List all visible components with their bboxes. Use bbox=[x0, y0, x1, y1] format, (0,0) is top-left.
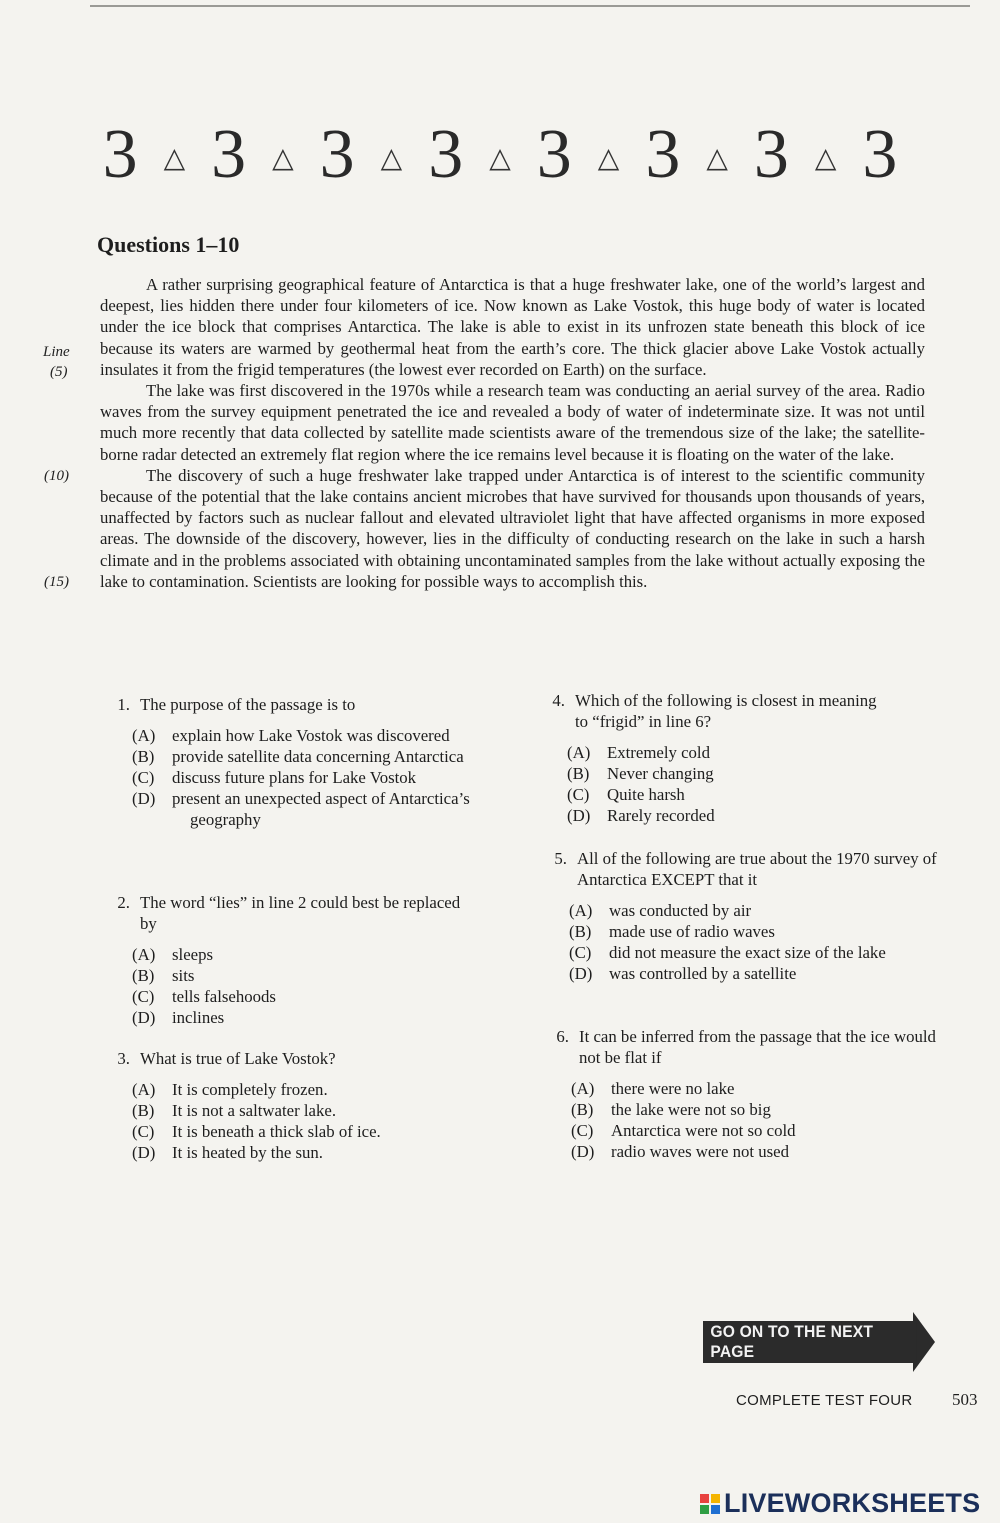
answer-option[interactable] bbox=[569, 963, 937, 984]
line-marker: (10) bbox=[44, 468, 69, 484]
answer-option[interactable] bbox=[132, 965, 470, 986]
answer-option[interactable] bbox=[567, 742, 885, 763]
line-marker: Line bbox=[43, 344, 70, 360]
next-page-label: GO ON TO THE NEXT PAGE bbox=[703, 1321, 916, 1363]
option-letter: (B) bbox=[132, 966, 155, 985]
passage-paragraph: A rather surprising geographical feature of Antarctica is that a huge freshwater lake, one of the world’s largest and deepest, lies hidden there under four kilometers of ice. Now known as Lake Vostok, this huge body of water is located under the ice block that comprises Antarctica. The lake is able to exist in its unfrozen state beneath this block of ice because its waters are warmed by geothermal heat from the earth’s core. The thick glacier above Lake Vostok actually insulates it from the frigid temperatures (the lowest ever recorded on Earth) on the surface. bbox=[100, 275, 925, 379]
option-text: It is not a saltwater lake. bbox=[172, 1101, 337, 1120]
triangle-icon: △ bbox=[163, 143, 186, 174]
section-number: 3 bbox=[428, 116, 464, 193]
option-text: discuss future plans for Lake Vostok bbox=[172, 768, 417, 787]
option-letter: (D) bbox=[569, 964, 593, 983]
passage-paragraph: The discovery of such a huge freshwater lake trapped under Antarctica is of interest to the scientific community because of the potential that the lake contains ancient microbes that have survived for thousands upon thousands of years, unaffected by factors such as nuclear fallout and elevated ultraviolet light that have affected organisms in more exposed areas. The downside of the discovery, however, lies in the difficulty of conducting research on the lake in such a harsh climate and in the problems associated with obtaining uncontaminated samples from the lake without actually exposing the lake to contamination. Scientists are looking for possible ways to accomplish this. bbox=[100, 465, 925, 591]
question-stem: The word “lies” in line 2 could best be replaced by bbox=[140, 893, 461, 933]
answer-option[interactable] bbox=[567, 805, 885, 826]
answer-option[interactable] bbox=[569, 942, 937, 963]
section-number: 3 bbox=[645, 116, 681, 193]
answer-option[interactable] bbox=[132, 1121, 500, 1142]
answer-option[interactable] bbox=[569, 921, 937, 942]
option-letter: (A) bbox=[132, 726, 156, 745]
option-text: explain how Lake Vostok was discovered bbox=[172, 726, 450, 745]
triangle-icon: △ bbox=[814, 143, 837, 174]
option-text: radio waves were not used bbox=[611, 1142, 790, 1161]
liveworksheets-logo-icon bbox=[700, 1494, 720, 1514]
triangle-icon: △ bbox=[380, 143, 403, 174]
option-letter: (A) bbox=[569, 901, 593, 920]
reading-passage bbox=[100, 274, 925, 592]
section-number: 3 bbox=[319, 116, 355, 193]
answer-option[interactable] bbox=[132, 746, 500, 767]
option-letter: (B) bbox=[132, 747, 155, 766]
question-3 bbox=[100, 1048, 500, 1163]
next-page-banner bbox=[703, 1315, 935, 1369]
answer-option[interactable] bbox=[569, 900, 937, 921]
question-stem: All of the following are true about the 1970 survey of Antarctica EXCEPT that it bbox=[577, 849, 937, 889]
answer-option[interactable] bbox=[132, 788, 500, 830]
page-number: 503 bbox=[952, 1390, 978, 1409]
answer-option[interactable] bbox=[132, 767, 500, 788]
option-letter: (D) bbox=[567, 806, 591, 825]
answer-option[interactable] bbox=[132, 725, 500, 746]
answer-option[interactable] bbox=[567, 784, 885, 805]
option-letter: (D) bbox=[132, 789, 156, 808]
option-text: Rarely recorded bbox=[607, 806, 715, 825]
passage-paragraph: The lake was first discovered in the 1970s while a research team was conducting an aerial survey of the area. Radio waves from the survey equipment penetrated the ice and revealed a body of water of indeterminate size. It was not until much more recently that data collected by satellite made scientists aware of the tremendous size of the lake; the satellite-borne radar detected an extremely flat region where the ice remains level because it is floating on the water of the lake. bbox=[100, 381, 925, 464]
question-stem: The purpose of the passage is to bbox=[140, 695, 356, 714]
option-text: Extremely cold bbox=[607, 743, 710, 762]
option-text: sits bbox=[172, 966, 195, 985]
option-letter: (C) bbox=[567, 785, 590, 804]
answer-option[interactable] bbox=[567, 763, 885, 784]
answer-option[interactable] bbox=[571, 1141, 939, 1162]
question-4 bbox=[535, 690, 885, 826]
answer-option[interactable] bbox=[132, 1100, 500, 1121]
brand-logo bbox=[700, 1488, 980, 1519]
option-letter: (B) bbox=[571, 1100, 594, 1119]
answer-option[interactable] bbox=[132, 1142, 500, 1163]
option-letter: (C) bbox=[132, 987, 155, 1006]
answer-option[interactable] bbox=[132, 1007, 470, 1028]
option-text: was conducted by air bbox=[609, 901, 752, 920]
footer-test-title: COMPLETE TEST FOUR bbox=[736, 1392, 913, 1409]
question-number: 6. bbox=[556, 1027, 569, 1046]
option-text: there were no lake bbox=[611, 1079, 735, 1098]
answer-option[interactable] bbox=[132, 986, 470, 1007]
option-letter: (A) bbox=[571, 1079, 595, 1098]
option-text: It is heated by the sun. bbox=[172, 1143, 323, 1162]
option-text: inclines bbox=[172, 1008, 225, 1027]
answer-option[interactable] bbox=[132, 944, 470, 965]
option-letter: (C) bbox=[571, 1121, 594, 1140]
brand-name: LIVEWORKSHEETS bbox=[724, 1488, 981, 1518]
section-number: 3 bbox=[211, 116, 247, 193]
question-number: 1. bbox=[117, 695, 130, 714]
option-text: Quite harsh bbox=[607, 785, 685, 804]
option-letter: (A) bbox=[567, 743, 591, 762]
option-text: sleeps bbox=[172, 945, 214, 964]
section-number: 3 bbox=[862, 116, 898, 193]
question-stem: It can be inferred from the passage that the ice would not be flat if bbox=[579, 1027, 936, 1067]
section-number: 3 bbox=[536, 116, 572, 193]
option-text: tells falsehoods bbox=[172, 987, 276, 1006]
section-number: 3 bbox=[102, 116, 138, 193]
option-letter: (A) bbox=[132, 1080, 156, 1099]
question-1 bbox=[100, 694, 500, 830]
option-text: was controlled by a satellite bbox=[609, 964, 797, 983]
option-text: did not measure the exact size of the lake bbox=[609, 943, 886, 962]
question-2 bbox=[100, 892, 470, 1028]
option-text: present an unexpected aspect of Antarctica’s geography bbox=[172, 789, 470, 829]
triangle-icon: △ bbox=[489, 143, 511, 174]
option-text: It is completely frozen. bbox=[172, 1080, 328, 1099]
option-text: provide satellite data concerning Antarctica bbox=[172, 747, 464, 766]
option-text: made use of radio waves bbox=[609, 922, 775, 941]
option-letter: (B) bbox=[567, 764, 590, 783]
option-letter: (C) bbox=[569, 943, 592, 962]
top-edge-line bbox=[90, 5, 970, 7]
triangle-icon: △ bbox=[706, 143, 728, 174]
answer-option[interactable] bbox=[132, 1079, 500, 1100]
question-number: 5. bbox=[554, 849, 567, 868]
option-text: Antarctica were not so cold bbox=[611, 1121, 796, 1140]
question-number: 3. bbox=[117, 1049, 130, 1068]
question-5 bbox=[537, 848, 937, 984]
option-letter: (D) bbox=[132, 1143, 156, 1162]
question-stem: What is true of Lake Vostok? bbox=[140, 1049, 336, 1068]
option-text: the lake were not so big bbox=[611, 1100, 771, 1119]
option-text: Never changing bbox=[607, 764, 714, 783]
question-6 bbox=[539, 1026, 939, 1162]
option-letter: (A) bbox=[132, 945, 156, 964]
question-stem: Which of the following is closest in meaning to “frigid” in line 6? bbox=[575, 691, 877, 731]
option-letter: (B) bbox=[132, 1101, 155, 1120]
option-text: It is beneath a thick slab of ice. bbox=[172, 1122, 381, 1141]
triangle-icon: △ bbox=[597, 143, 620, 174]
option-letter: (D) bbox=[571, 1142, 595, 1161]
section-number: 3 bbox=[753, 116, 789, 193]
option-letter: (C) bbox=[132, 768, 155, 787]
section-title: Questions 1–10 bbox=[97, 232, 240, 257]
option-letter: (D) bbox=[132, 1008, 156, 1027]
section-header bbox=[0, 110, 1000, 200]
line-marker: (5) bbox=[50, 364, 68, 380]
answer-option[interactable] bbox=[571, 1099, 939, 1120]
line-marker: (15) bbox=[44, 574, 69, 590]
answer-option[interactable] bbox=[571, 1120, 939, 1141]
option-letter: (C) bbox=[132, 1122, 155, 1141]
triangle-icon: △ bbox=[272, 143, 294, 174]
question-number: 2. bbox=[117, 893, 130, 912]
answer-option[interactable] bbox=[571, 1078, 939, 1099]
question-number: 4. bbox=[552, 691, 565, 710]
option-letter: (B) bbox=[569, 922, 592, 941]
